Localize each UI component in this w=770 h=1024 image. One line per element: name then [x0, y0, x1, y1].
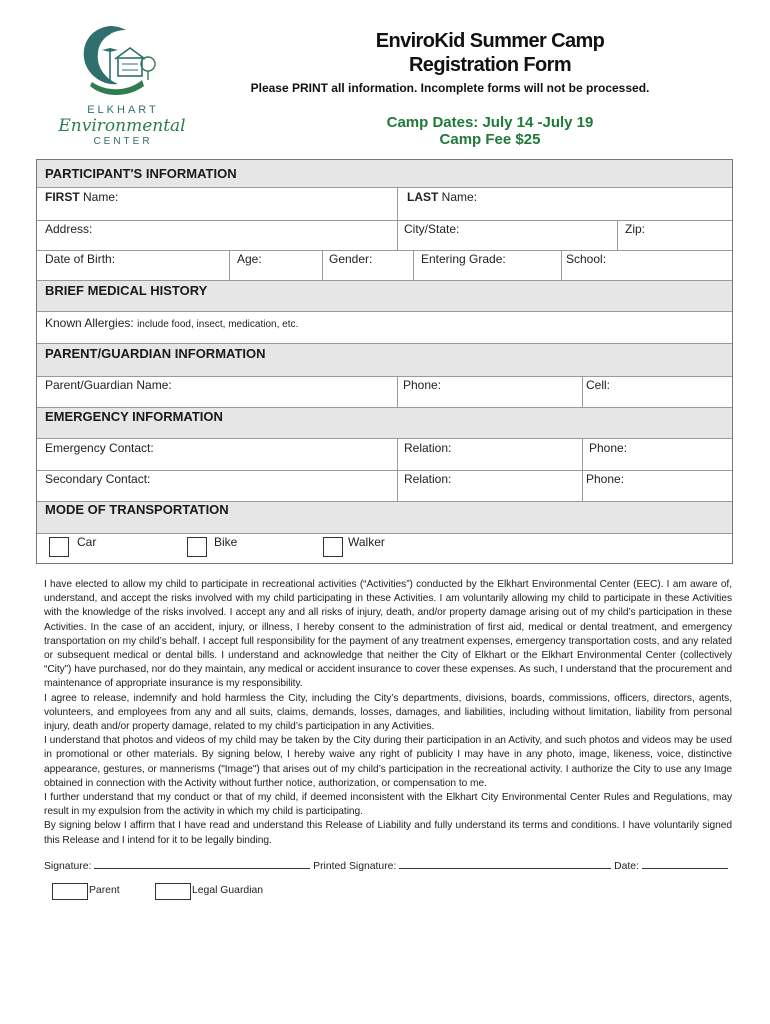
car-checkbox[interactable] — [49, 537, 69, 557]
logo-line-environmental: Environmental — [58, 116, 186, 136]
participant-section-header — [37, 160, 732, 188]
signature-line[interactable] — [94, 858, 310, 869]
release-of-liability-text — [44, 578, 732, 848]
waiver-paragraph-3: I understand that photos and videos of my child may be taken by the City during their participation in an Activity, and such photos and videos may be used in promotional or other materials. By signing below, I hereby waive any right of publicity I may have in any photo, image, likeness, voice, distinctive appearance, gestures, or mannerisms ("Image") that arises out of my child’s participation in the recreational activity. I authorize the City to use any Image obtained in connection with the Activity without further notice, authorization, or compensation to me. — [44, 735, 732, 789]
camp-fee: Camp Fee $25 — [439, 131, 541, 148]
first-name-field[interactable]: FIRST Name: — [45, 190, 119, 204]
camp-dates: Camp Dates: July 14 -July 19 — [386, 114, 594, 131]
age-field[interactable]: Age: — [237, 252, 262, 266]
legal-guardian-checkbox[interactable] — [155, 883, 191, 900]
parent-checkbox[interactable] — [52, 883, 88, 900]
form-subtitle: Registration Form — [408, 54, 572, 76]
transport-heading: MODE OF TRANSPORTATION — [45, 502, 229, 517]
emergency-heading: EMERGENCY INFORMATION — [45, 409, 223, 424]
transport-section-header — [37, 501, 732, 534]
printed-signature-line[interactable] — [399, 858, 611, 869]
city-state-field[interactable]: City/State: — [404, 222, 460, 236]
walker-label: Walker — [348, 535, 385, 549]
secondary-contact-field[interactable]: Secondary Contact: — [45, 472, 151, 486]
waiver-paragraph-1: I have elected to allow my child to participate in recreational activities (“Activities”) conducted by the Elkhart Environmental Center (EEC). I am aware of, understand, and accept the risks involved with my child participating in these Activities. I am voluntarily allowing my child to participate in these Activities with the knowledge of the risks involved. I accept any and all risks of injury, death, and/or property damage arising out of my child’s participation in these Activities. In the case of an accident, injury, or illness, I hereby consent to the administration of first aid, medical or dental treatment, and emergency transportation on my child’s behalf. I accept full responsibility for the payment of any treatment expenses, emergency transportation costs, and any related or subsequent medical or dental bills. I understand and acknowledge that neither the City of Elkhart or the Elkhart Environmental Center (collectively “City”) have purchased, nor do they maintain, any medical or accident insurance to cover these expenses. As such, I understand that the procurement and maintenance of appropriate insurance is my responsibility. — [44, 579, 732, 690]
parent-guardian-name-field[interactable]: Parent/Guardian Name: — [45, 378, 172, 392]
waiver-paragraph-5: By signing below I affirm that I have read and understand this Release of Liability and fully understand its terms and conditions. I have voluntarily signed this Release and I intend for it to be legally binding. — [44, 820, 732, 846]
form-title: EnviroKid Summer Camp — [375, 30, 605, 52]
emergency-relation-field[interactable]: Relation: — [404, 441, 452, 455]
emergency-contact-field[interactable]: Emergency Contact: — [45, 441, 154, 455]
parent-phone-field[interactable]: Phone: — [403, 378, 442, 392]
parent-label: Parent — [89, 885, 120, 896]
medical-section-header — [37, 280, 732, 312]
signature-row — [44, 858, 744, 872]
school-field[interactable]: School: — [566, 252, 607, 266]
secondary-phone-field[interactable]: Phone: — [586, 472, 625, 486]
gender-field[interactable]: Gender: — [329, 252, 373, 266]
parent-section-header — [37, 343, 732, 377]
bike-label: Bike — [214, 535, 238, 549]
date-label: Date: — [614, 861, 639, 872]
emergency-section-header — [37, 407, 732, 439]
waiver-paragraph-4: I further understand that my conduct or that of my child, if deemed inconsistent with the Elkhart City Environmental Center Rules and Regulations, may result in my expulsion from the activity in which my child is participating. — [44, 792, 732, 818]
date-of-birth-field[interactable]: Date of Birth: — [45, 252, 116, 266]
entering-grade-field[interactable]: Entering Grade: — [421, 252, 506, 266]
last-name-field[interactable]: LAST Name: — [407, 190, 478, 204]
zip-field[interactable]: Zip: — [625, 222, 646, 236]
known-allergies-field[interactable]: Known Allergies: include food, insect, medication, etc. — [45, 316, 299, 330]
legal-guardian-label: Legal Guardian — [192, 885, 264, 896]
secondary-relation-field[interactable]: Relation: — [404, 472, 452, 486]
car-label: Car — [77, 535, 97, 549]
bike-checkbox[interactable] — [187, 537, 207, 557]
signature-label: Signature: — [44, 861, 92, 872]
printed-signature-label: Printed Signature: — [313, 861, 397, 872]
parent-cell-field[interactable]: Cell: — [586, 378, 611, 392]
walker-checkbox[interactable] — [323, 537, 343, 557]
parent-heading: PARENT/GUARDIAN INFORMATION — [45, 346, 266, 361]
registration-form-table — [36, 159, 733, 564]
print-notice: Please PRINT all information. Incomplete forms will not be processed. — [250, 81, 650, 95]
emergency-phone-field[interactable]: Phone: — [589, 441, 628, 455]
date-line[interactable] — [642, 858, 728, 869]
logo-line-elkhart: ELKHART — [87, 104, 159, 116]
waiver-paragraph-2: I agree to release, indemnify and hold harmless the City, including the City’s departments, divisions, boards, commissions, officers, directors, agents, volunteers, and employees from any and all suits, claims, demands, losses, damages, and liabilities, including without limitation, liability from personal injury, death and/or property damage, related to my child’s participation in any Activities. — [44, 692, 732, 733]
participant-heading: PARTICIPANT'S INFORMATION — [45, 166, 237, 181]
address-field[interactable]: Address: — [45, 222, 93, 236]
medical-heading: BRIEF MEDICAL HISTORY — [45, 283, 208, 298]
logo-line-center: CENTER — [93, 136, 153, 147]
